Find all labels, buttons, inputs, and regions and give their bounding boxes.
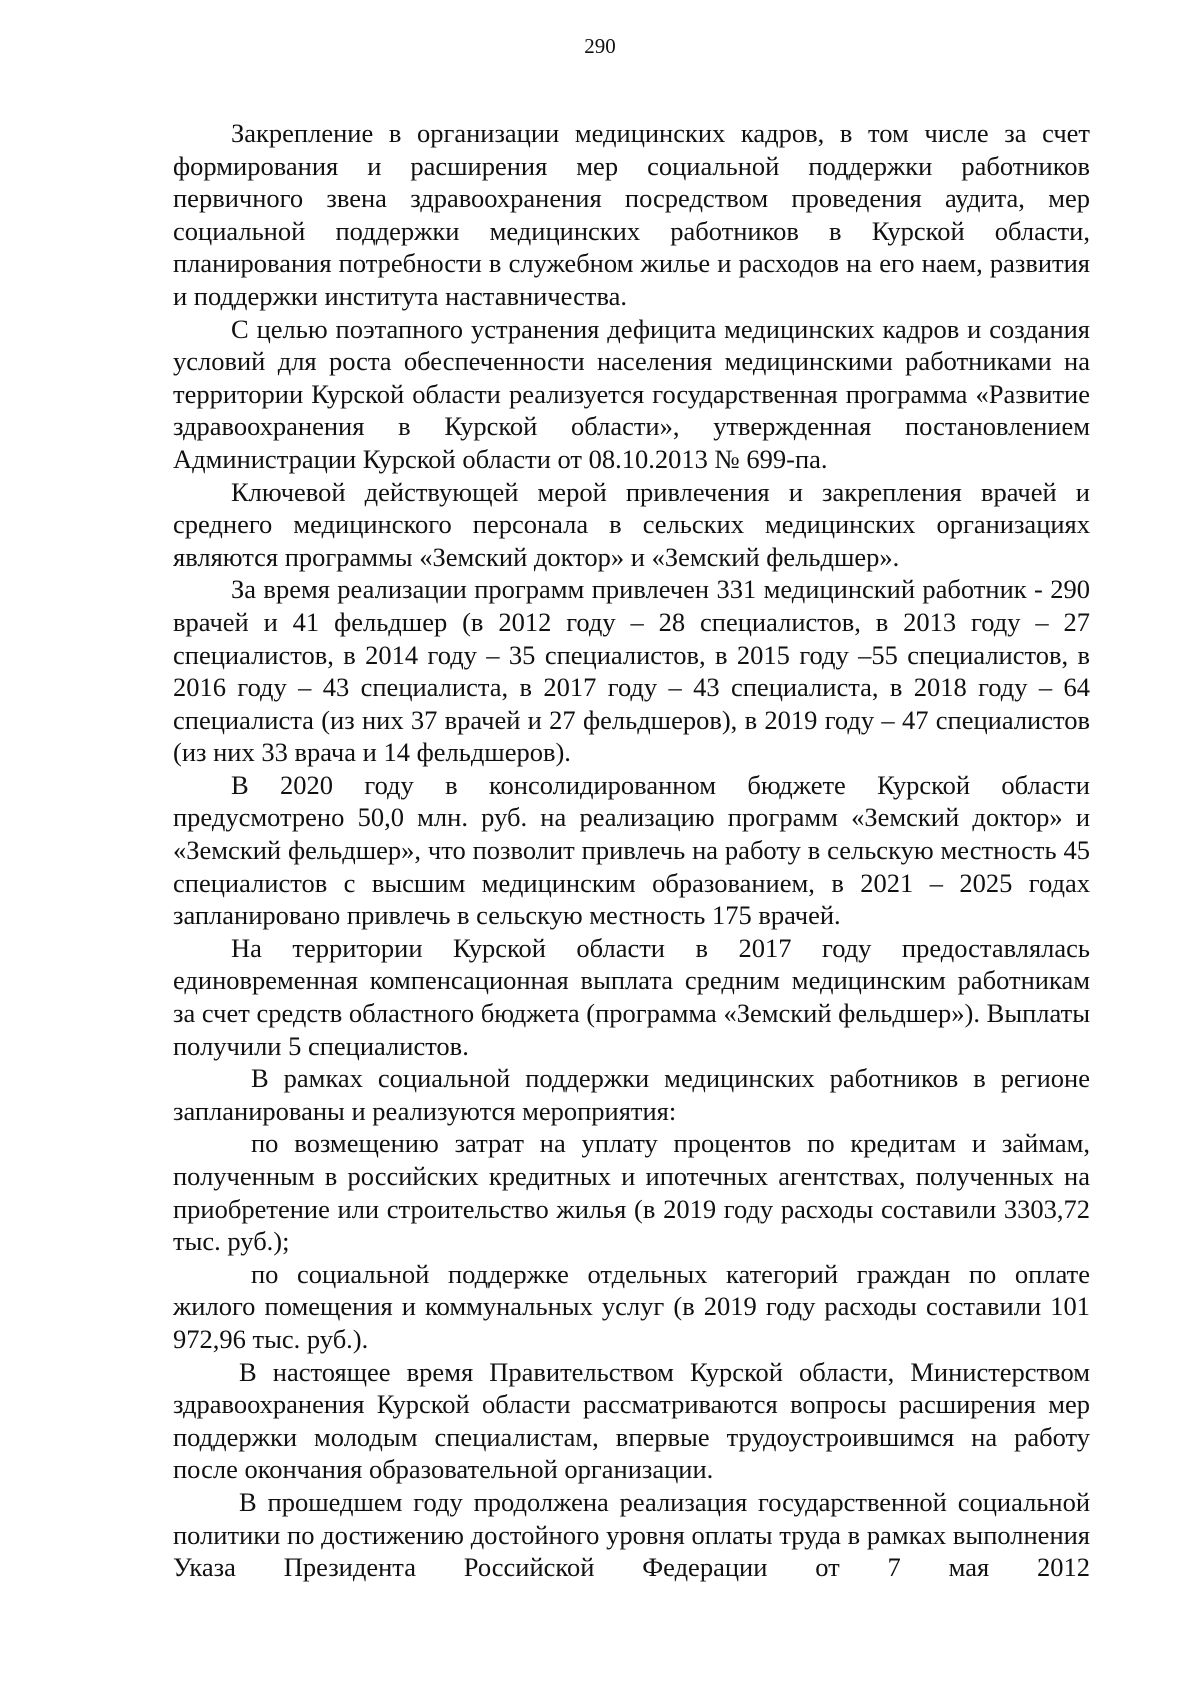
document-body — [173, 117, 1090, 1584]
paragraph-state-program: С целью поэтапного устранения дефицита медицинских кадров и создания условий для роста обеспеченности населения медицинскими работниками на территории Курской области реализуется государственная программа «Развитие здравоохранения в Курской области», утвержденная постановлением Администрации Курской области от 08.10.2013 № 699-па. — [173, 313, 1090, 474]
paragraph-wage-policy: В прошедшем году продолжена реализация государственной социальной политики по достижению достойного уровня оплаты труда в рамках выполнения Указа Президента Российской Федерации от 7 мая 2012 — [173, 1486, 1090, 1583]
paragraph-loan-interest: по возмещению затрат на уплату процентов по кредитам и займам, полученным в российских кредитных и ипотечных агентствах, полученных на приобретение или строительство жилья (в 2019 году расходы составили 3303,72 тыс. руб.); — [173, 1128, 1090, 1257]
paragraph-key-measure: Ключевой действующей мерой привлечения и закрепления врачей и среднего медицинского персонала в сельских медицинских организациях являются программы «Земский доктор» и «Земский фельдшер». — [173, 476, 1090, 572]
paragraph-staff-retention: Закрепление в организации медицинских кадров, в том числе за счет формирования и расширения мер социальной поддержки работников первичного звена здравоохранения посредством проведения аудита, мер социальной поддержки медицинских работников в Курской области, планирования потребности в служебном жилье и расходов на его наем, развития и поддержки института наставничества. — [173, 118, 1090, 311]
paragraph-young-specialists: В настоящее время Правительством Курской области, Министерством здравоохранения Курской области рассматриваются вопросы расширения мер поддержки молодым специалистам, впервые трудоустроившимся на работу после окончания образовательной организации. — [173, 1356, 1090, 1485]
paragraph-budget-2020: В 2020 году в консолидированном бюджете Курской области предусмотрено 50,0 млн. руб. на реализацию программ «Земский доктор» и «Земский фельдшер», что позволит привлечь на работу в сельскую местность 45 специалистов с высшим медицинским образованием, в 2021 – 2025 годах запланировано привлечь в сельскую местность 175 врачей. — [173, 769, 1090, 931]
paragraph-social-support-intro: В рамках социальной поддержки медицинских работников в регионе запланированы и реализуются мероприятия: — [173, 1063, 1090, 1126]
paragraph-housing-utilities: по социальной поддержке отдельных категорий граждан по оплате жилого помещения и коммунальных услуг (в 2019 году расходы составили 101 972,96 тыс. руб.). — [173, 1258, 1090, 1354]
paragraph-compensation-payment: На территории Курской области в 2017 году предоставлялась единовременная компенсационная выплата средним медицинским работникам за счет средств областного бюджета (программа «Земский фельдшер»). Выплаты получили 5 специалистов. — [173, 932, 1090, 1061]
page-number: 290 — [584, 34, 616, 58]
paragraph-attracted-workers: За время реализации программ привлечен 331 медицинский работник - 290 врачей и 41 фельдшер (в 2012 году – 28 специалистов, в 2013 году – 27 специалистов, в 2014 году – 35 специалистов, в 2015 году –55 специалистов, в 2016 году – 43 специалиста, в 2017 году – 43 специалиста, в 2018 году – 64 специалиста (из них 37 врачей и 27 фельдшеров), в 2019 году – 47 специалистов (из них 33 врача и 14 фельдшеров). — [173, 574, 1090, 768]
